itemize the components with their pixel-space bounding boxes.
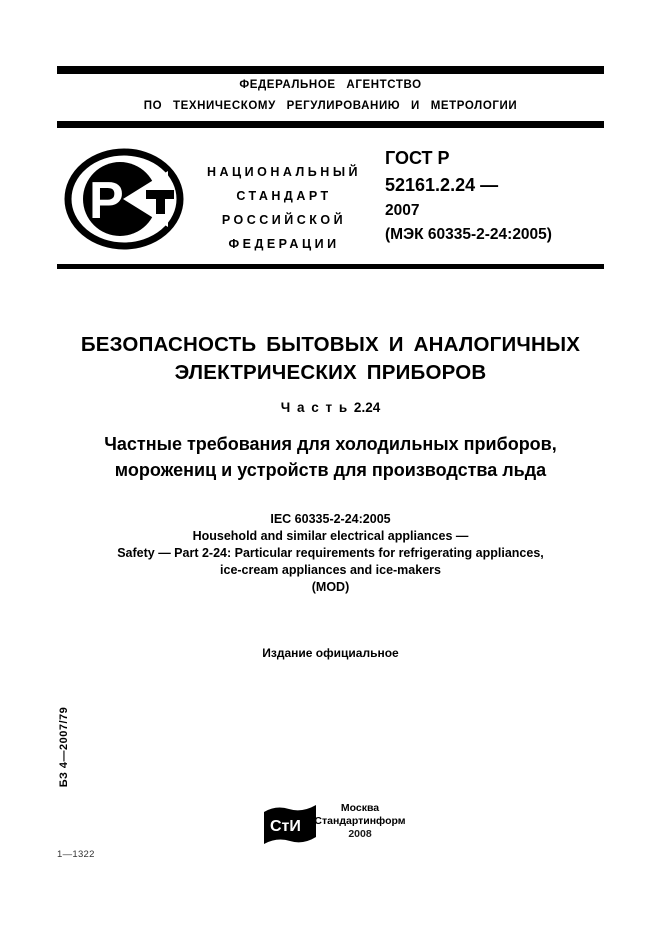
- standartinform-letters: СтИ: [270, 818, 301, 835]
- part-label: Ч а с т ь 2.24: [280, 400, 381, 415]
- english-reference-block: [57, 511, 604, 596]
- middle-rule: [57, 121, 604, 128]
- designation-number: 52161.2.24 —: [385, 175, 499, 195]
- rst-conformity-mark-icon: [62, 145, 186, 253]
- designation-year: 2007: [385, 202, 420, 219]
- official-edition-note: Издание официальное: [262, 646, 399, 660]
- english-reference-line: IEC 60335-2-24:2005: [270, 512, 391, 526]
- english-reference-line: Household and similar electrical appliances —: [192, 529, 469, 543]
- imprint-city: Москва: [340, 802, 380, 814]
- designation-gost-r: ГОСТ Р: [385, 148, 450, 168]
- rst-letter-p: Р: [89, 172, 124, 230]
- english-reference-line: Safety — Part 2-24: Particular requirements for refrigerating appliances,: [117, 546, 544, 560]
- national-standard-line: ФЕДЕРАЦИИ: [228, 237, 340, 251]
- national-standard-caption: [196, 160, 372, 256]
- english-reference-line: (MOD): [311, 580, 350, 594]
- document-subtitle-line1: Частные требования для холодильных приборов,: [104, 434, 557, 454]
- imprint-publisher: Стандартинформ: [314, 815, 406, 827]
- imprint-year: 2008: [348, 828, 372, 840]
- national-standard-line: НАЦИОНАЛЬНЫЙ: [206, 165, 362, 179]
- imprint-block: [300, 802, 420, 841]
- spine-registration-code: БЗ 4—2007/79: [58, 706, 70, 788]
- designation-iec-reference: (МЭК 60335-2-24:2005): [385, 226, 552, 243]
- document-title-line2: ЭЛЕКТРИЧЕСКИХ ПРИБОРОВ: [174, 361, 487, 384]
- document-title-line1: БЕЗОПАСНОСТЬ БЫТОВЫХ И АНАЛОГИЧНЫХ: [80, 333, 581, 356]
- top-rule: [57, 66, 604, 74]
- standard-designation: [385, 145, 552, 247]
- print-order-number: 1—1322: [57, 849, 95, 860]
- english-reference-line: ice-cream appliances and ice-makers: [220, 563, 441, 577]
- national-standard-line: РОССИЙСКОЙ: [221, 213, 347, 227]
- agency-name-line1: ФЕДЕРАЛЬНОЕ АГЕНТСТВО: [239, 79, 422, 91]
- document-subtitle-line2: морожениц и устройств для производства льда: [114, 460, 547, 480]
- national-standard-line: СТАНДАРТ: [236, 189, 332, 203]
- agency-name-line2: ПО ТЕХНИЧЕСКОМУ РЕГУЛИРОВАНИЮ И МЕТРОЛОГИИ: [143, 100, 518, 112]
- lower-rule: [57, 264, 604, 269]
